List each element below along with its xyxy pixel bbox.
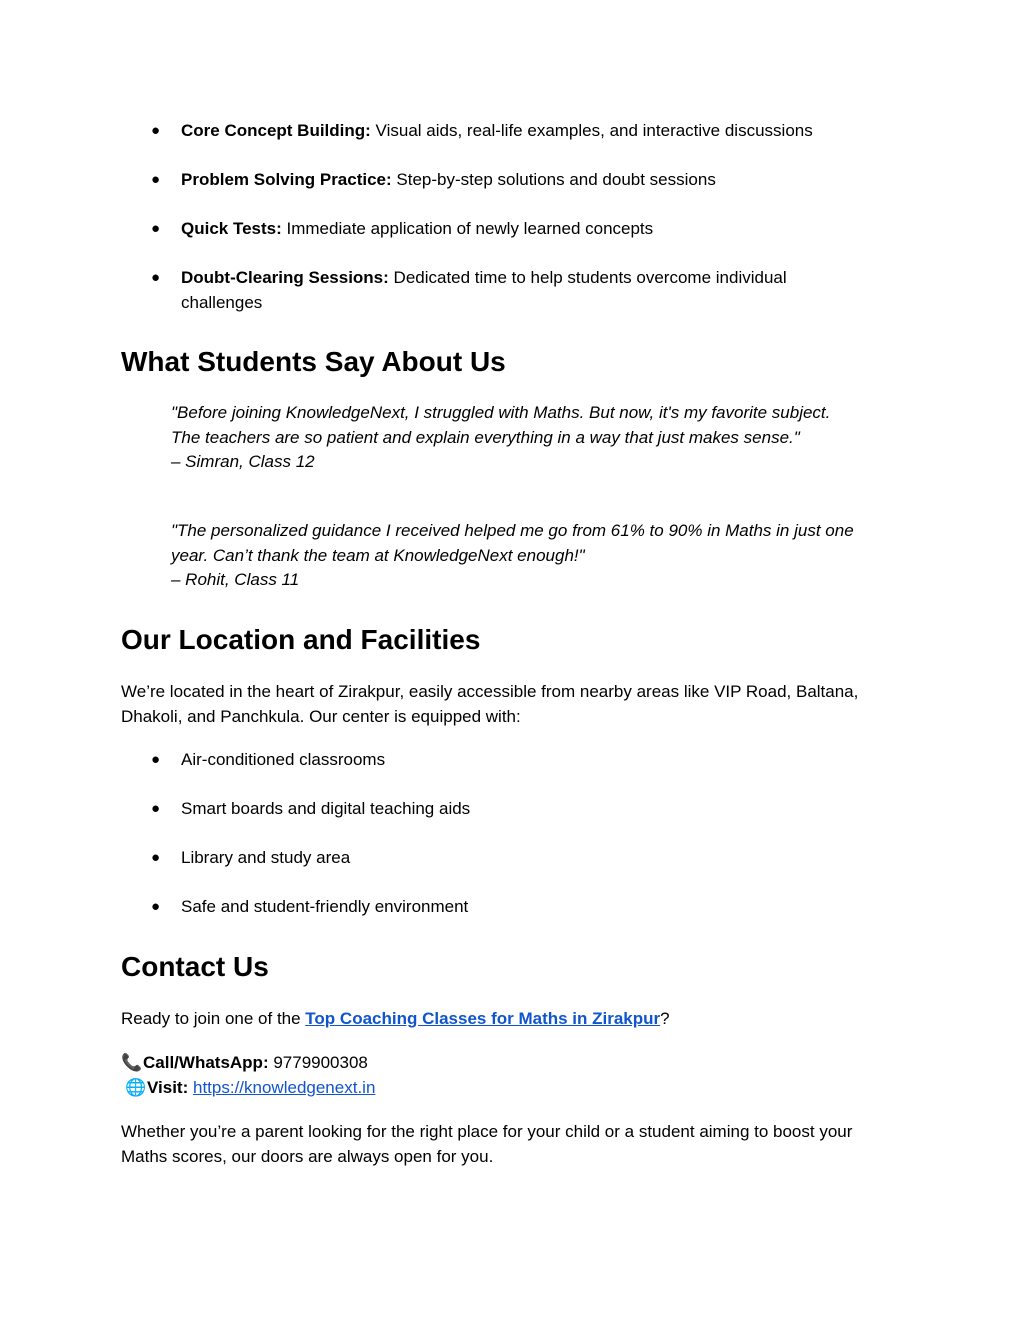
list-item-label: Problem Solving Practice: — [181, 170, 392, 189]
bullet-icon: ● — [151, 220, 161, 237]
visit-label: Visit: — [147, 1077, 189, 1097]
visit-line — [121, 1076, 881, 1101]
list-item — [121, 895, 881, 920]
quote-text: "The personalized guidance I received helped me go from 61% to 90% in Maths in just one year. Can’t thank the team at KnowledgeNext enough!" — [171, 521, 854, 565]
ready-suffix: ? — [660, 1009, 670, 1028]
call-label: Call/WhatsApp: — [143, 1053, 269, 1072]
call-number: 9779900308 — [268, 1053, 368, 1072]
bullet-icon: ● — [151, 800, 161, 817]
list-item-text: Smart boards and digital teaching aids — [181, 799, 471, 818]
list-item — [121, 797, 881, 822]
coaching-classes-link[interactable]: Top Coaching Classes for Maths in Zirakpur — [305, 1009, 661, 1028]
bullet-icon: ● — [151, 171, 161, 188]
list-item — [121, 217, 881, 242]
list-item-text: Dedicated time to help students overcome individual challenges — [181, 268, 787, 312]
bullet-icon: ● — [151, 849, 161, 866]
list-item — [121, 266, 841, 315]
contact-heading: Contact Us — [121, 951, 269, 982]
list-item-text: Step-by-step solutions and doubt sessions — [391, 170, 716, 189]
list-item-text: Library and study area — [181, 848, 351, 867]
list-item — [121, 168, 881, 193]
contact-ready-line — [121, 1007, 881, 1032]
list-item-text: Visual aids, real-life examples, and interactive discussions — [370, 121, 813, 140]
bullet-icon: ● — [151, 122, 161, 139]
call-line — [121, 1051, 881, 1076]
website-link[interactable]: https://knowledgenext.in — [193, 1077, 376, 1097]
list-item — [121, 119, 881, 144]
location-heading: Our Location and Facilities — [121, 624, 481, 655]
testimonial-quote — [171, 519, 861, 593]
facilities-list — [121, 748, 881, 920]
testimonial-quote — [171, 401, 831, 475]
bullet-icon: ● — [151, 898, 161, 915]
list-item — [121, 846, 881, 871]
teaching-method-list — [121, 119, 881, 315]
contact-details — [121, 1051, 881, 1100]
quote-author: – Simran, Class 12 — [171, 452, 315, 471]
list-item-text: Immediate application of newly learned concepts — [281, 219, 654, 238]
list-item-text: Air-conditioned classrooms — [181, 750, 386, 769]
list-item-label: Quick Tests: — [181, 219, 282, 238]
closing-paragraph: Whether you’re a parent looking for the right place for your child or a student aiming to boost your Maths scores, our doors are always open for you. — [121, 1122, 853, 1166]
quote-text: "Before joining KnowledgeNext, I struggled with Maths. But now, it's my favorite subject. The teachers are so patient and explain everything in a way that just makes sense." — [171, 403, 831, 447]
location-intro: We’re located in the heart of Zirakpur, easily accessible from nearby areas like VIP Road, Baltana, Dhakoli, and Panchkula. Our center is equipped with: — [121, 682, 859, 726]
list-item-text: Safe and student-friendly environment — [181, 897, 469, 916]
testimonials-heading: What Students Say About Us — [121, 346, 506, 377]
globe-icon: 🌐 — [125, 1077, 147, 1097]
bullet-icon: ● — [151, 269, 161, 286]
quote-author: – Rohit, Class 11 — [171, 570, 300, 589]
list-item — [121, 748, 881, 773]
ready-text: Ready to join one of the — [121, 1009, 306, 1028]
bullet-icon: ● — [151, 751, 161, 768]
phone-icon: 📞 — [121, 1053, 143, 1072]
list-item-label: Core Concept Building: — [181, 121, 371, 140]
list-item-label: Doubt-Clearing Sessions: — [181, 268, 389, 287]
